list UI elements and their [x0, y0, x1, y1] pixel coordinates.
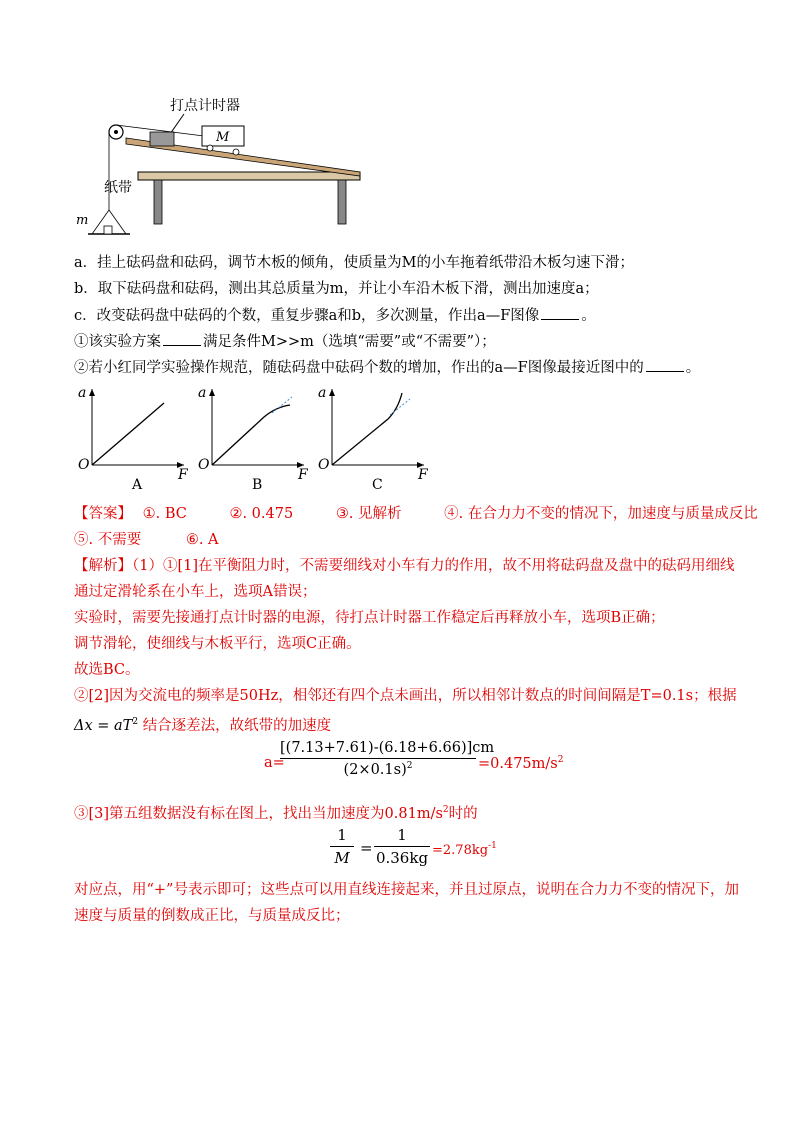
analysis-line-8: [74, 800, 478, 824]
analysis-text: ③[3]第五组数据没有标在图上，找出当加速度为0.81m/s: [74, 806, 443, 822]
question-2: [74, 357, 700, 378]
hanger-label: m: [76, 213, 89, 228]
graph-c: [314, 383, 434, 493]
timer-label: 打点计时器: [170, 98, 240, 114]
graph-c-y-label: a: [318, 385, 327, 401]
eq1-denominator-text: (2×0.1s): [343, 762, 407, 778]
answer-blank: [541, 305, 579, 320]
answer-line-1: [74, 504, 758, 524]
eq1-lhs: a=: [264, 755, 285, 771]
fraction-bar: [280, 758, 476, 759]
eq2-left-numerator: 1: [337, 826, 347, 844]
tape-label: 纸带: [104, 180, 132, 196]
step-c-text: c．改变砝码盘中砝码的个数，重复步骤a和b，多次测量，作出a—F图像: [74, 308, 540, 324]
question-2-text: ②若小红同学实验操作规范，随砝码盘中砝码个数的增加，作出的a—F图像最接近图中的: [74, 360, 644, 376]
analysis-line-1: [74, 556, 735, 576]
graph-a-x-label: F: [178, 467, 188, 483]
eq2-result-text: =2.78kg: [432, 843, 489, 858]
graph-a-y-label: a: [78, 385, 87, 401]
fraction-bar: [374, 846, 430, 847]
eq1-result: [478, 755, 563, 772]
eq1-denominator-sup: 2: [406, 761, 413, 771]
graph-b-origin: O: [198, 457, 210, 473]
eq2-right-numerator: 1: [397, 826, 407, 844]
eq2-left-fraction: [330, 826, 354, 867]
cart-label: M: [216, 130, 230, 145]
apparatus-figure: [74, 92, 374, 242]
eq1-result-sup: 2: [557, 755, 564, 765]
analysis-text: 时的: [448, 806, 478, 822]
eq2-equals: =: [360, 839, 373, 857]
analysis-text: 结合逐差法，故纸带的加速度: [142, 718, 332, 734]
graph-c-origin: O: [318, 457, 330, 473]
question-1-end: 满足条件M>>m（选填“需要”或“不需要”）；: [203, 334, 496, 350]
step-b: b．取下砝码盘和砝码，测出其总质量为m，并让小车沿木板下滑，测出加速度a；: [74, 281, 599, 297]
step-a: a．挂上砝码盘和砝码，调节木板的倾角，使质量为M的小车拖着纸带沿木板匀速下滑；: [74, 255, 634, 271]
analysis-line-3: 实验时，需要先接通打点计时器的电源，待打点计时器工作稳定后再释放小车，选项B正确；: [74, 610, 665, 626]
graph-a-caption: A: [132, 477, 143, 493]
answer-item: ③. 见解析: [335, 506, 402, 522]
answer-tag: 【答案】: [74, 506, 132, 522]
eq2-result-sup: -1: [488, 841, 497, 851]
answer-item: ④. 在合力力不变的情况下，加速度与质量成反比: [444, 506, 758, 522]
answer-item: ②. 0.475: [229, 506, 294, 522]
answer-line-2: [74, 530, 219, 550]
analysis-line-5: 故选BC。: [74, 662, 140, 678]
analysis-line-7: [74, 712, 331, 736]
question-2-end: 。: [685, 360, 701, 376]
eq1-fraction: [280, 740, 495, 778]
line8-sup: 2: [442, 805, 449, 815]
answer-item: ①. BC: [142, 506, 187, 522]
formula-superscript: 2: [132, 717, 139, 727]
graph-b-caption: B: [252, 477, 263, 493]
step-c-end: 。: [581, 308, 596, 324]
graph-a: [74, 383, 194, 493]
answer-blank: [163, 331, 201, 346]
graph-b-y-label: a: [198, 385, 207, 401]
step-c: [74, 305, 596, 326]
answer-item: ⑥. A: [185, 532, 219, 548]
analysis-line-10: 速度与质量的倒数成正比，与质量成反比；: [74, 908, 350, 924]
question-1-text: ①该实验方案: [74, 334, 161, 350]
answer-item: ⑤. 不需要: [74, 532, 142, 548]
delta-x-formula: Δx = aT: [74, 718, 133, 734]
analysis-line-2: 通过定滑轮系在小车上，选项A错误；: [74, 584, 317, 600]
analysis-line-4: 调节滑轮，使细线与木板平行，选项C正确。: [74, 636, 361, 652]
eq1-result-text: =0.475m/s: [478, 756, 558, 772]
analysis-line-6: ②[2]因为交流电的频率是50Hz，相邻还有四个点未画出，所以相邻计数点的时间间隔是T=0.1s；根据: [74, 688, 737, 704]
analysis-tag: 【解析】: [74, 558, 132, 574]
eq2-result: [432, 841, 497, 858]
fraction-bar: [330, 846, 354, 847]
question-1: [74, 331, 496, 352]
analysis-text: （1）①[1]在平衡阻力时，不需要细线对小车有力的作用，故不用将砝码盘及盘中的砝码用细线: [132, 558, 735, 574]
answer-blank: [646, 357, 684, 372]
graph-c-caption: C: [372, 477, 383, 493]
eq1-denominator: [280, 761, 476, 778]
eq1-numerator: [(7.13+7.61)-(6.18+6.66)]cm: [280, 740, 495, 756]
analysis-line-9: 对应点，用“+”号表示即可；这些点可以用直线连接起来，并且过原点，说明在合力力不变的情况下，加: [74, 882, 739, 898]
graph-b-x-label: F: [298, 467, 308, 483]
graph-a-origin: O: [78, 457, 90, 473]
eq2-left-denominator: M: [334, 849, 350, 867]
eq2-right-fraction: [374, 826, 430, 867]
eq2-right-denominator: 0.36kg: [375, 849, 429, 867]
graph-c-x-label: F: [418, 467, 428, 483]
graph-b: [194, 383, 314, 493]
